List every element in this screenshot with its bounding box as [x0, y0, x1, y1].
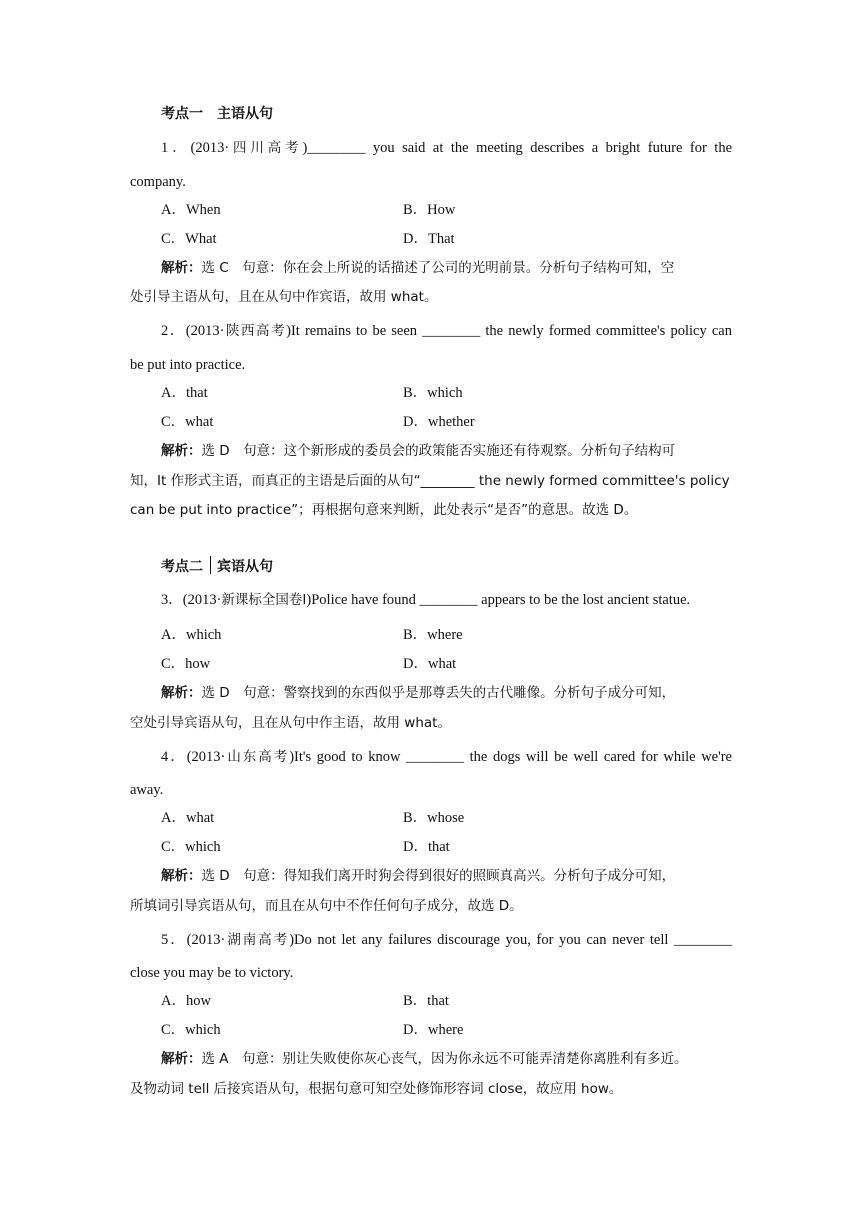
question-3-option-c: C．how [161, 656, 211, 672]
question-3-analysis-line-1: 解析：选 D 句意：警察找到的东西似乎是那尊丢失的古代雕像。分析句子成分可知， [161, 685, 676, 701]
question-3-analysis-line-2: 空处引导宾语从句，且在从句中作主语，故用 what。 [130, 715, 451, 731]
question-3-source: 新课标全国卷Ⅰ [221, 592, 307, 608]
question-2-option-d: D．whether [403, 414, 475, 430]
question-3-option-d: D．what [403, 656, 457, 672]
question-1-option-b: B．How [403, 202, 456, 218]
question-1-source: 四川高考 [229, 140, 303, 156]
question-4-analysis-line-2: 所填词引导宾语从句，而且在从句中不作任何句子成分，故选 D。 [130, 898, 523, 914]
question-5-analysis-line-2: 及物动词 tell 后接宾语从句，根据句意可知空处修饰形容词 close，故应用 how。 [130, 1081, 623, 1097]
question-1-analysis-line-1: 解析：选 C 句意：你在会上所说的话描述了公司的光明前景。分析句子结构可知，空 [161, 260, 675, 276]
question-1-option-a: A．When [161, 202, 221, 218]
question-3-option-b: B．where [403, 627, 463, 643]
question-4-source: 山东高考 [225, 749, 290, 765]
question-1-line-1: 1．(2013·四川高考)________ you said at the meeting describes a bright future for the [161, 140, 733, 156]
question-2-analysis-line-3: can be put into practice”；再根据句意来判断，此处表示“是否”的意思。故选 D。 [130, 502, 638, 518]
section-heading-object-clause: 考点二 宾语从句 [161, 556, 273, 577]
question-5-option-a: A．how [161, 993, 211, 1009]
question-4-option-b: B．whose [403, 810, 465, 826]
question-1-analysis-line-2: 处引导主语从句，且在从句中作宾语，故用 what。 [130, 289, 438, 305]
question-2-option-c: C．what [161, 414, 214, 430]
question-1-option-c: C．What [161, 231, 217, 247]
section-heading-subject-clause: 考点一 主语从句 [161, 106, 273, 122]
question-2-option-a: A．that [161, 385, 208, 401]
question-4-line-1: 4．(2013·山东高考)It's good to know ________ the dogs will be well cared for while we're [161, 749, 732, 765]
question-5-analysis-line-1: 解析：选 A 句意：别让失败使你灰心丧气，因为你永远不可能弄清楚你离胜利有多近。 [161, 1051, 688, 1067]
question-3-option-a: A．which [161, 627, 222, 643]
question-2-analysis-line-2: 知，It 作形式主语，而真正的主语是后面的从句“________ the newly formed committee's policy [130, 473, 730, 489]
question-2-analysis-line-1: 解析：选 D 句意：这个新形成的委员会的政策能否实施还有待观察。分析句子结构可 [161, 443, 676, 459]
question-4-option-d: D．that [403, 839, 450, 855]
question-3-line-1: 3．(2013·新课标全国卷Ⅰ)Police have found ________ appears to be the lost ancient statue. [161, 592, 691, 608]
question-5-line-1: 5．(2013·湖南高考)Do not let any failures discourage you, for you can never tell ________ [161, 932, 732, 948]
question-1-line-2: company. [130, 174, 186, 190]
question-4-line-2: away. [130, 782, 164, 798]
question-1-option-d: D．That [403, 231, 455, 247]
question-5-option-b: B．that [403, 993, 449, 1009]
question-2-line-1: 2．(2013·陕西高考)It remains to be seen ________ the newly formed committee's policy can [161, 323, 732, 339]
question-5-source: 湖南高考 [225, 932, 290, 948]
question-2-source: 陕西高考 [224, 323, 287, 339]
question-2-option-b: B．which [403, 385, 463, 401]
question-2-line-2: be put into practice. [130, 357, 246, 373]
question-4-analysis-line-1: 解析：选 D 句意：得知我们离开时狗会得到很好的照顾真高兴。分析句子成分可知， [161, 868, 676, 884]
question-4-option-a: A．what [161, 810, 215, 826]
question-5-line-2: close you may be to victory. [130, 965, 294, 981]
question-4-option-c: C．which [161, 839, 221, 855]
question-5-option-c: C．which [161, 1022, 221, 1038]
heading-divider [210, 556, 211, 574]
question-5-option-d: D．where [403, 1022, 464, 1038]
